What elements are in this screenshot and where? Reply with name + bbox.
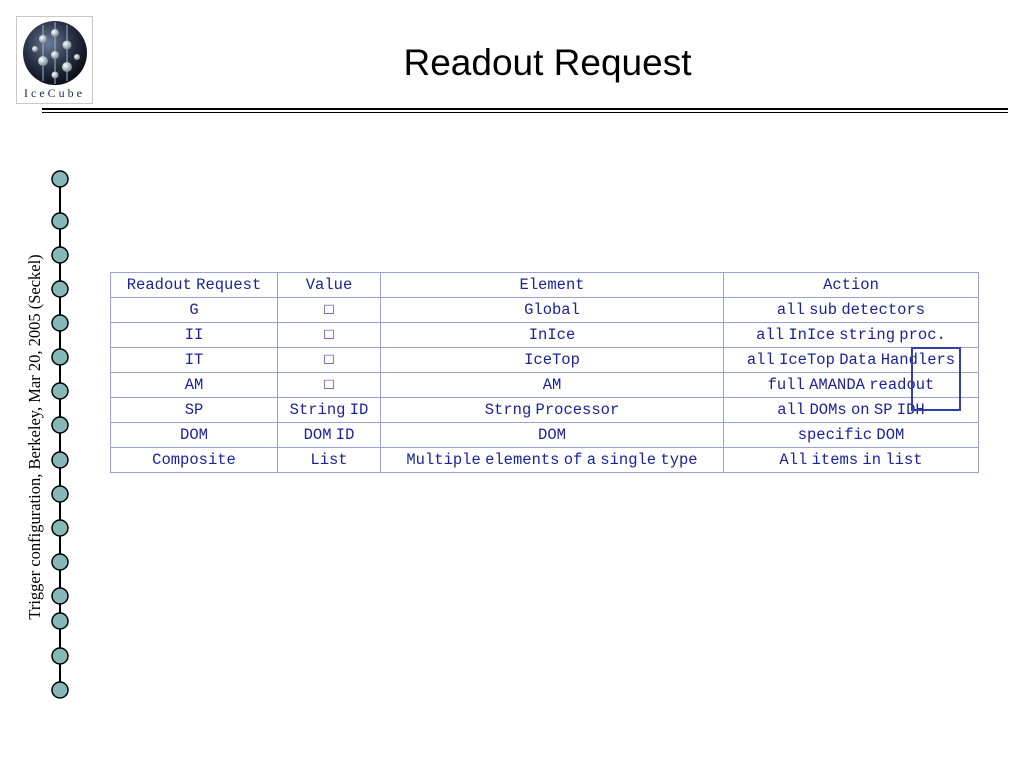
table-cell: All items in list xyxy=(724,448,979,473)
table-row xyxy=(111,398,979,423)
column-header: Readout Request xyxy=(111,273,278,298)
chain-node-icon xyxy=(52,520,68,536)
table-row xyxy=(111,298,979,323)
chain-node-icon xyxy=(52,171,68,187)
table-cell: DOM xyxy=(381,423,724,448)
table-cell: II xyxy=(111,323,278,348)
table-cell: String ID xyxy=(278,398,381,423)
column-header: Action xyxy=(724,273,979,298)
slide-title: Readout Request xyxy=(403,42,692,83)
table-cell: DOM xyxy=(111,423,278,448)
chain-node-icon xyxy=(52,247,68,263)
chain-node-icon xyxy=(52,452,68,468)
chain-node-icon xyxy=(52,554,68,570)
table-cell: specific DOM xyxy=(724,423,979,448)
side-caption: Trigger configuration, Berkeley, Mar 20, 2005 (Seckel) xyxy=(25,254,44,620)
chain-node-icon xyxy=(52,281,68,297)
table-cell: Global xyxy=(381,298,724,323)
table-cell: InIce xyxy=(381,323,724,348)
table-header-row xyxy=(111,273,979,298)
table-cell: G xyxy=(111,298,278,323)
table-cell: all sub detectors xyxy=(724,298,979,323)
table-cell: all IceTop Data Handlers xyxy=(724,348,979,373)
table-cell: Multiple elements of a single type xyxy=(381,448,724,473)
table-cell: DOM ID xyxy=(278,423,381,448)
chain-node-icon xyxy=(52,383,68,399)
readout-request-table xyxy=(110,272,979,473)
chain-node-icon xyxy=(52,315,68,331)
table-cell: IceTop xyxy=(381,348,724,373)
dom-string-decoration xyxy=(49,170,73,702)
chain-node-icon xyxy=(52,613,68,629)
table-cell: □ xyxy=(278,348,381,373)
table-cell: full AMANDA readout xyxy=(724,373,979,398)
title-divider-thick xyxy=(42,108,1008,110)
table-cell: all InIce string proc. xyxy=(724,323,979,348)
table-cell: IT xyxy=(111,348,278,373)
column-header: Element xyxy=(381,273,724,298)
table-cell: □ xyxy=(278,323,381,348)
chain-node-icon xyxy=(52,349,68,365)
chain-node-icon xyxy=(52,682,68,698)
table-row xyxy=(111,323,979,348)
chain-node-icon xyxy=(52,486,68,502)
table-cell: List xyxy=(278,448,381,473)
title-divider-thin xyxy=(42,112,1008,113)
table-cell: all DOMs on SP IDH xyxy=(724,398,979,423)
table-cell: □ xyxy=(278,373,381,398)
table-row xyxy=(111,348,979,373)
table-cell: Composite xyxy=(111,448,278,473)
chain-node-icon xyxy=(52,588,68,604)
annotation-box xyxy=(911,347,961,411)
table-cell: □ xyxy=(278,298,381,323)
chain-node-icon xyxy=(52,213,68,229)
table-cell: Strng Processor xyxy=(381,398,724,423)
table-row xyxy=(111,423,979,448)
column-header: Value xyxy=(278,273,381,298)
chain-node-icon xyxy=(52,648,68,664)
table-cell: AM xyxy=(111,373,278,398)
table-cell: SP xyxy=(111,398,278,423)
table-cell: AM xyxy=(381,373,724,398)
table-row xyxy=(111,373,979,398)
table-row xyxy=(111,448,979,473)
logo-wordmark: IceCube xyxy=(24,86,85,100)
chain-node-icon xyxy=(52,417,68,433)
